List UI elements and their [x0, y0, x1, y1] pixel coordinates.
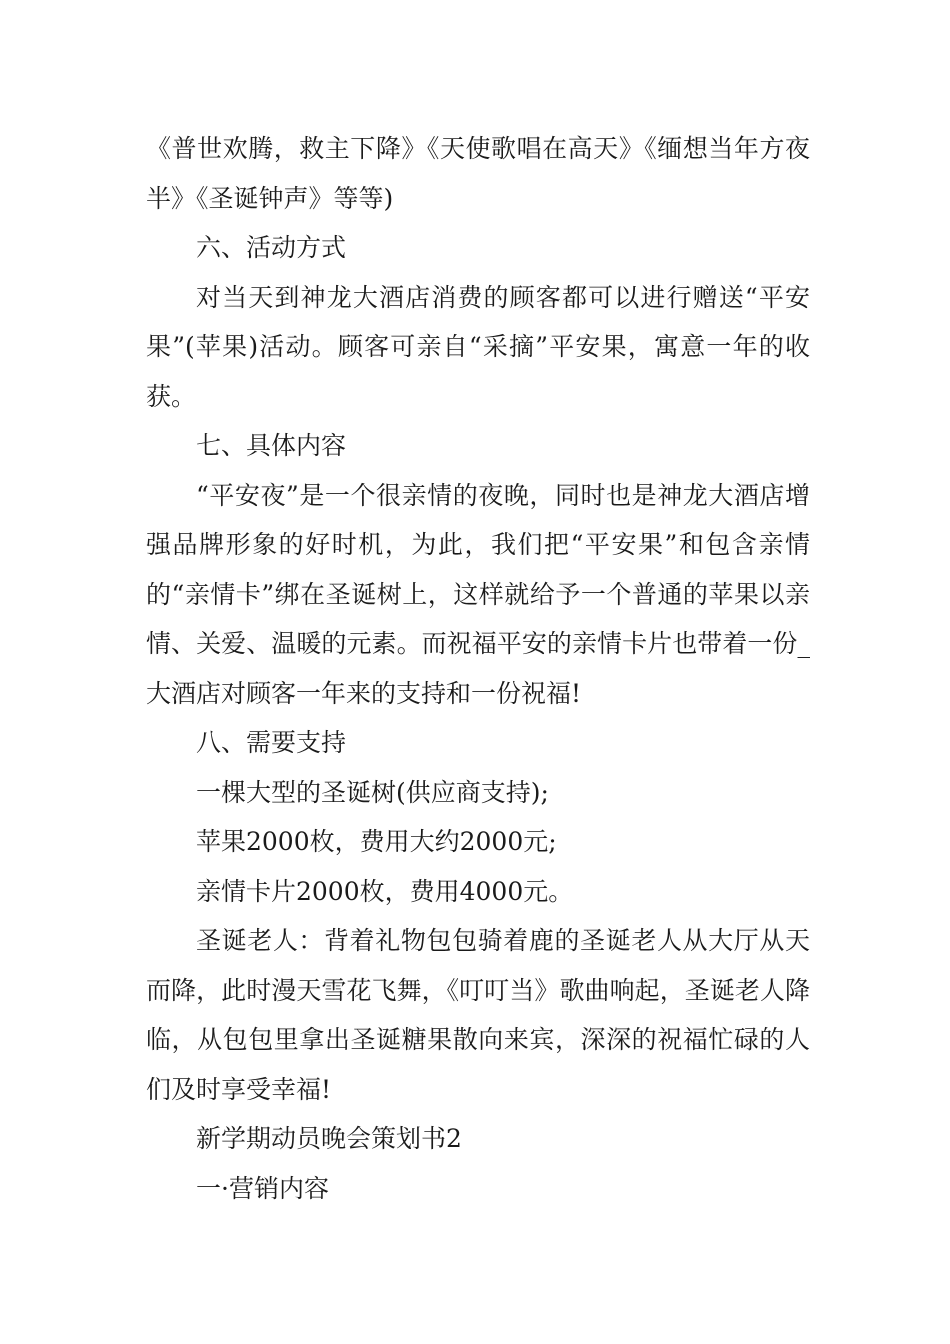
document-subtitle: 新学期动员晚会策划书2	[196, 1124, 462, 1153]
section-heading-marketing-content: 一·营销内容	[196, 1173, 329, 1203]
section-heading-specific-content: 七、具体内容	[196, 431, 347, 460]
section-heading-activity-method: 六、活动方式	[196, 233, 347, 262]
paragraph-apples: 苹果2000枚，费用大约2000元;	[196, 827, 557, 856]
paragraph-activity-method: 对当天到神龙大酒店消费的顾客都可以进行赠送“平安果”(苹果)活动。顾客可亲自“采摘”平安果，寓意一年的收获。	[146, 282, 810, 411]
paragraph-santa: 圣诞老人：背着礼物包包骑着鹿的圣诞老人从大厅从天而降，此时漫天雪花飞舞，《叮叮当》歌曲响起，圣诞老人降临，从包包里拿出圣诞糖果散向来宾，深深的祝福忙碌的人们及时享受幸福!	[146, 926, 810, 1104]
paragraph-song-list: 《普世欢腾，救主下降》《天使歌唱在高天》《缅想当年方夜半》《圣诞钟声》等等)	[146, 134, 810, 213]
paragraph-christmas-tree: 一棵大型的圣诞树(供应商支持);	[196, 777, 549, 807]
document-body	[146, 124, 810, 1213]
paragraph-cards: 亲情卡片2000枚，费用4000元。	[196, 876, 574, 906]
paragraph-specific-content: “平安夜”是一个很亲情的夜晚，同时也是神龙大酒店增强品牌形象的好时机，为此，我们把“平安果”和包含亲情的“亲情卡”绑在圣诞树上，这样就给予一个普通的苹果以亲情、关爱、温暖的元素。而祝福平安的亲情卡片也带着一份_大酒店对顾客一年来的支持和一份祝福!	[146, 480, 810, 708]
section-heading-support-needed: 八、需要支持	[196, 728, 347, 757]
